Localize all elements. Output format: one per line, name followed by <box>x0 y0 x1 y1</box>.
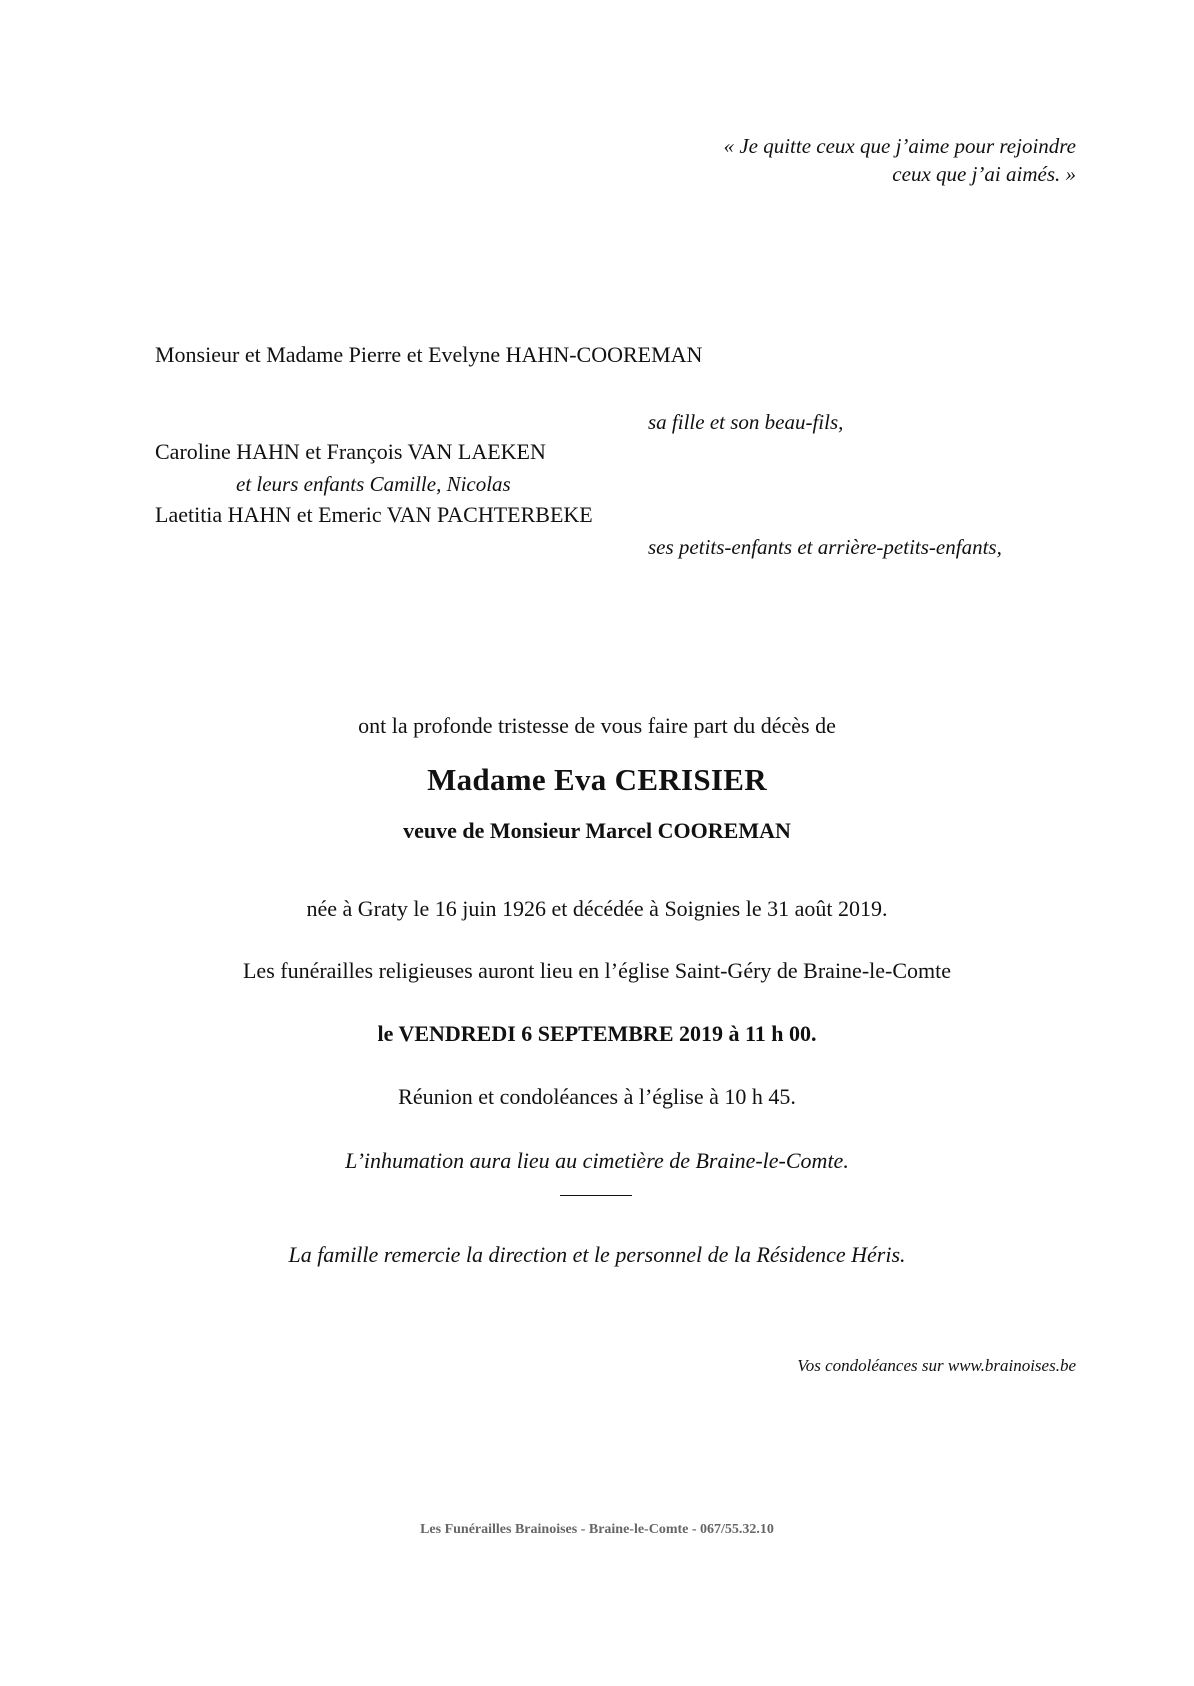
quote-line-1: « Je quitte ceux que j’aime pour rejoindre <box>723 134 1076 158</box>
gathering-info: Réunion et condoléances à l’église à 10 h 45. <box>398 1084 796 1109</box>
quote-line-2: ceux que j’ai aimés. » <box>892 162 1076 186</box>
deceased-name: Madame Eva CERISIER <box>427 762 767 797</box>
parents-relation: sa fille et son beau-fils, <box>648 410 844 434</box>
funeral-date: le VENDREDI 6 SEPTEMBRE 2019 à 11 h 00. <box>377 1021 817 1046</box>
condolences-website: Vos condoléances sur www.brainoises.be <box>797 1356 1076 1375</box>
announcement-intro: ont la profonde tristesse de vous faire part du décès de <box>358 713 836 738</box>
family-parents: Monsieur et Madame Pierre et Evelyne HAHN-COOREMAN <box>155 342 703 367</box>
family-thanks: La famille remercie la direction et le personnel de la Résidence Héris. <box>288 1242 906 1267</box>
funeral-home-footer: Les Funérailles Brainoises - Braine-le-Comte - 067/55.32.10 <box>420 1522 774 1537</box>
divider <box>560 1195 632 1196</box>
burial-info: L’inhumation aura lieu au cimetière de Braine-le-Comte. <box>345 1148 849 1173</box>
epigraph-quote <box>724 132 1076 188</box>
widow-of: veuve de Monsieur Marcel COOREMAN <box>403 818 791 843</box>
grandchildren-relation: ses petits-enfants et arrière-petits-enfants, <box>648 535 1002 559</box>
funeral-place: Les funérailles religieuses auront lieu en l’église Saint-Géry de Braine-le-Comte <box>242 958 952 983</box>
birth-death-dates: née à Graty le 16 juin 1926 et décédée à Soignies le 31 août 2019. <box>306 896 888 921</box>
grandchild-1: Caroline HAHN et François VAN LAEKEN <box>155 439 546 464</box>
grandchild-1-children: et leurs enfants Camille, Nicolas <box>236 472 511 496</box>
grandchild-2: Laetitia HAHN et Emeric VAN PACHTERBEKE <box>155 502 593 527</box>
